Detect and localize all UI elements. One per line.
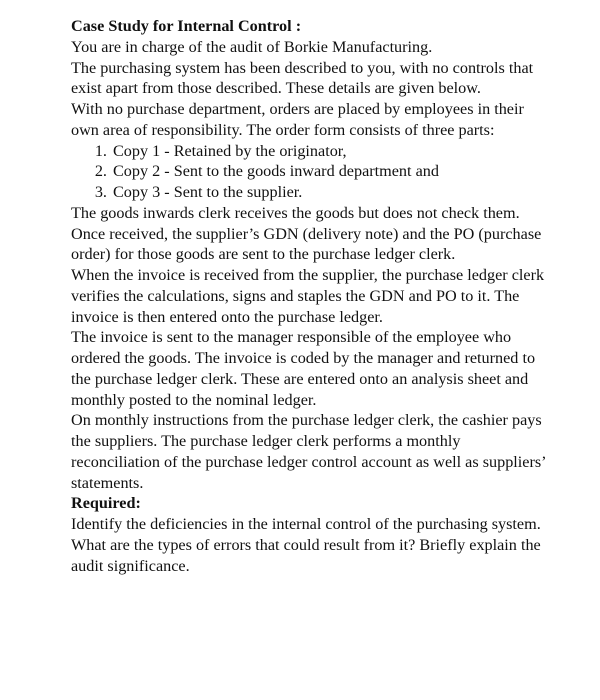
required-heading: Required:: [71, 494, 141, 513]
invoice-received-paragraph: When the invoice is received from the supplier, the purchase ledger clerk verifies the calculations, signs and staples the GDN and PO to it. The invoice is then entered onto the purchase ledger.: [71, 266, 545, 326]
intro-paragraph-1: You are in charge of the audit of Borkie Manufacturing.: [71, 37, 433, 56]
required-text: Identify the deficiencies in the internal control of the purchasing system. What are the types of errors that could result from it? Briefly explain the audit significance.: [71, 515, 541, 575]
invoice-coding-paragraph: The invoice is sent to the manager responsible of the employee who ordered the goods. The invoice is coded by the manager and returned to the purchase ledger clerk. These are entered onto an analysis sheet and monthly posted to the nominal ledger.: [71, 328, 536, 409]
intro-paragraph-2: The purchasing system has been described to you, with no controls that exist apart from those described. These details are given below.: [71, 58, 534, 98]
intro-paragraph-3: With no purchase department, orders are placed by employees in their own area of responsibility. The order form consists of three parts:: [71, 100, 524, 139]
list-item-copy-3: 3. Copy 3 - Sent to the supplier.: [111, 182, 551, 203]
case-study-document: [71, 16, 551, 576]
list-item-copy-2: 2. Copy 2 - Sent to the goods inward department and: [111, 161, 551, 182]
document-title: Case Study for Internal Control :: [71, 17, 302, 35]
order-form-copies-list: [71, 141, 551, 203]
goods-inward-paragraph: The goods inwards clerk receives the goods but does not check them. Once received, the supplier’s GDN (delivery note) and the PO (purchase order) for those goods are sent to the purchase ledger clerk.: [71, 203, 542, 264]
list-item-copy-1: 1. Copy 1 - Retained by the originator,: [111, 141, 551, 162]
payment-paragraph: On monthly instructions from the purchase ledger clerk, the cashier pays the suppliers. The purchase ledger clerk performs a monthly reconciliation of the purchase ledger control account as well as suppliers’ statements.: [71, 411, 546, 492]
